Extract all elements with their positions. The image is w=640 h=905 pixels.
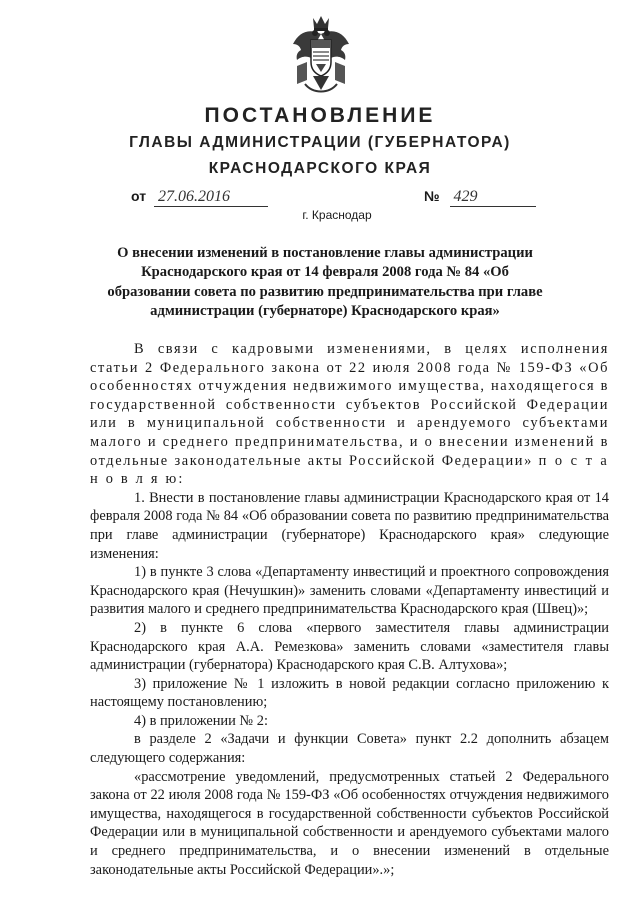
paragraph-1-4: 4) в приложении № 2: xyxy=(134,712,268,729)
number-label: № xyxy=(424,188,440,204)
date-line xyxy=(131,188,268,207)
paragraph-1-3: 3) приложение № 1 изложить в новой редакции согласно приложению к настоящему постановлению; xyxy=(90,675,609,711)
date-value: 27.06.2016 xyxy=(154,188,268,207)
document-heading: О внесении изменений в постановление главы администрации Краснодарского края от 14 февраля 2008 года № 84 «Об образовании совета по развитию предпринимательства при главе администрации (губернаторе) Краснодарского края» xyxy=(107,245,543,320)
document-type-title: ПОСТАНОВЛЕНИЕ xyxy=(204,104,436,127)
paragraph-1-4a: в разделе 2 «Задачи и функции Совета» пункт 2.2 дополнить абзацем следующего содержания: xyxy=(90,731,609,767)
paragraph-1-4b: «рассмотрение уведомлений, предусмотренных статьей 2 Федерального закона от 22 июля 2008 года № 159-ФЗ «Об особенностях отчуждения недвижимого имущества, находящегося в государственной собственности субъектов Российской Федерации или в муниципальной собственности и арендуемого субъектами малого и среднего предпринимательства, и о внесении изменений в отдельные законодательные акты Российской Федерации».»; xyxy=(90,768,609,878)
date-label: от xyxy=(131,188,147,204)
number-value: 429 xyxy=(450,188,536,207)
intro-text: В связи с кадровыми изменениями, в целях исполнения статьи 2 Федерального закона от 22 июля 2008 года № 159-ФЗ «Об особенностях отчуждения недвижимого имущества, находящегося в государственной собственности субъектов Российской Федерации или в муниципальной собственности и арендуемого субъектами малого и среднего предпринимательства, и о внесении изменений в отдельные законодательные акты Российской Федерации» xyxy=(90,341,609,469)
document-body xyxy=(90,340,609,879)
paragraph-intro xyxy=(90,340,609,489)
city-label: г. Краснодар xyxy=(302,208,372,222)
coat-of-arms-icon xyxy=(291,14,351,98)
issuer-line-2: КРАСНОДАРСКОГО КРАЯ xyxy=(208,160,432,177)
issuer-line-1: ГЛАВЫ АДМИНИСТРАЦИИ (ГУБЕРНАТОРА) xyxy=(129,134,511,151)
paragraph-1-2: 2) в пункте 6 слова «первого заместителя главы администрации Краснодарского края А.А. Ремезкова» заменить словами «заместителя главы администрации (губернатора) Краснодарского края С.В. Алтухова»; xyxy=(90,619,609,674)
paragraph-1: 1. Внести в постановление главы администрации Краснодарского края от 14 февраля 2008 года № 84 «Об образовании совета по развитию предпринимательства при главе администрации (губернаторе) Краснодарского края» следующие изменения: xyxy=(90,489,609,562)
number-line xyxy=(424,188,536,207)
paragraph-1-1: 1) в пункте 3 слова «Департаменту инвестиций и проектного сопровождения Краснодарского края (Нечушкин)» заменить словами «Департаменту инвестиций и развития малого и среднего предпринимательства Краснодарского края (Швец)»; xyxy=(90,564,609,618)
resolve-text: п о с т а н о в л я ю: xyxy=(90,452,610,488)
